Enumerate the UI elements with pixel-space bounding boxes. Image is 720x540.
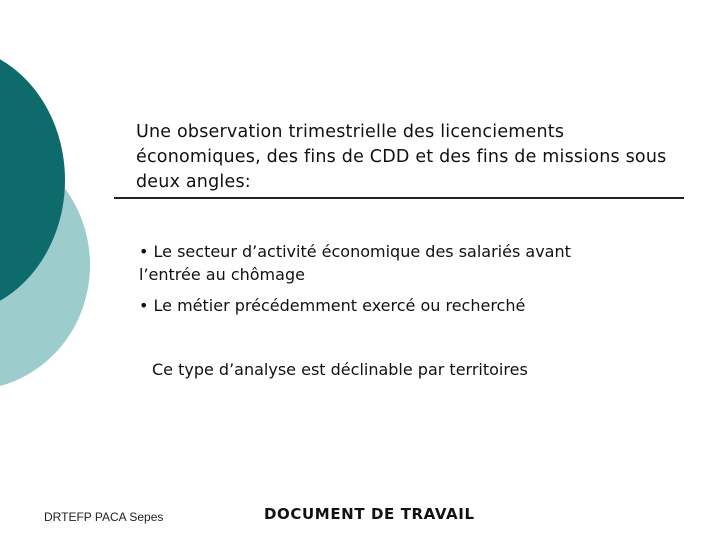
footer-source: DRTEFP PACA Sepes: [44, 510, 164, 524]
slide-title: Une observation trimestrielle des licenciements économiques, des fins de CDD et des fins de missions sous deux angles:: [136, 122, 667, 192]
title-divider: [114, 197, 684, 199]
bullet-occupation: • Le métier précédemment exercé ou recherché: [139, 296, 526, 315]
bullet-sector: • Le secteur d’activité économique des salariés avant l’entrée au chômage: [139, 242, 571, 284]
footer-document-label: DOCUMENT DE TRAVAIL: [264, 505, 475, 523]
territory-note: Ce type d’analyse est déclinable par territoires: [152, 360, 528, 379]
